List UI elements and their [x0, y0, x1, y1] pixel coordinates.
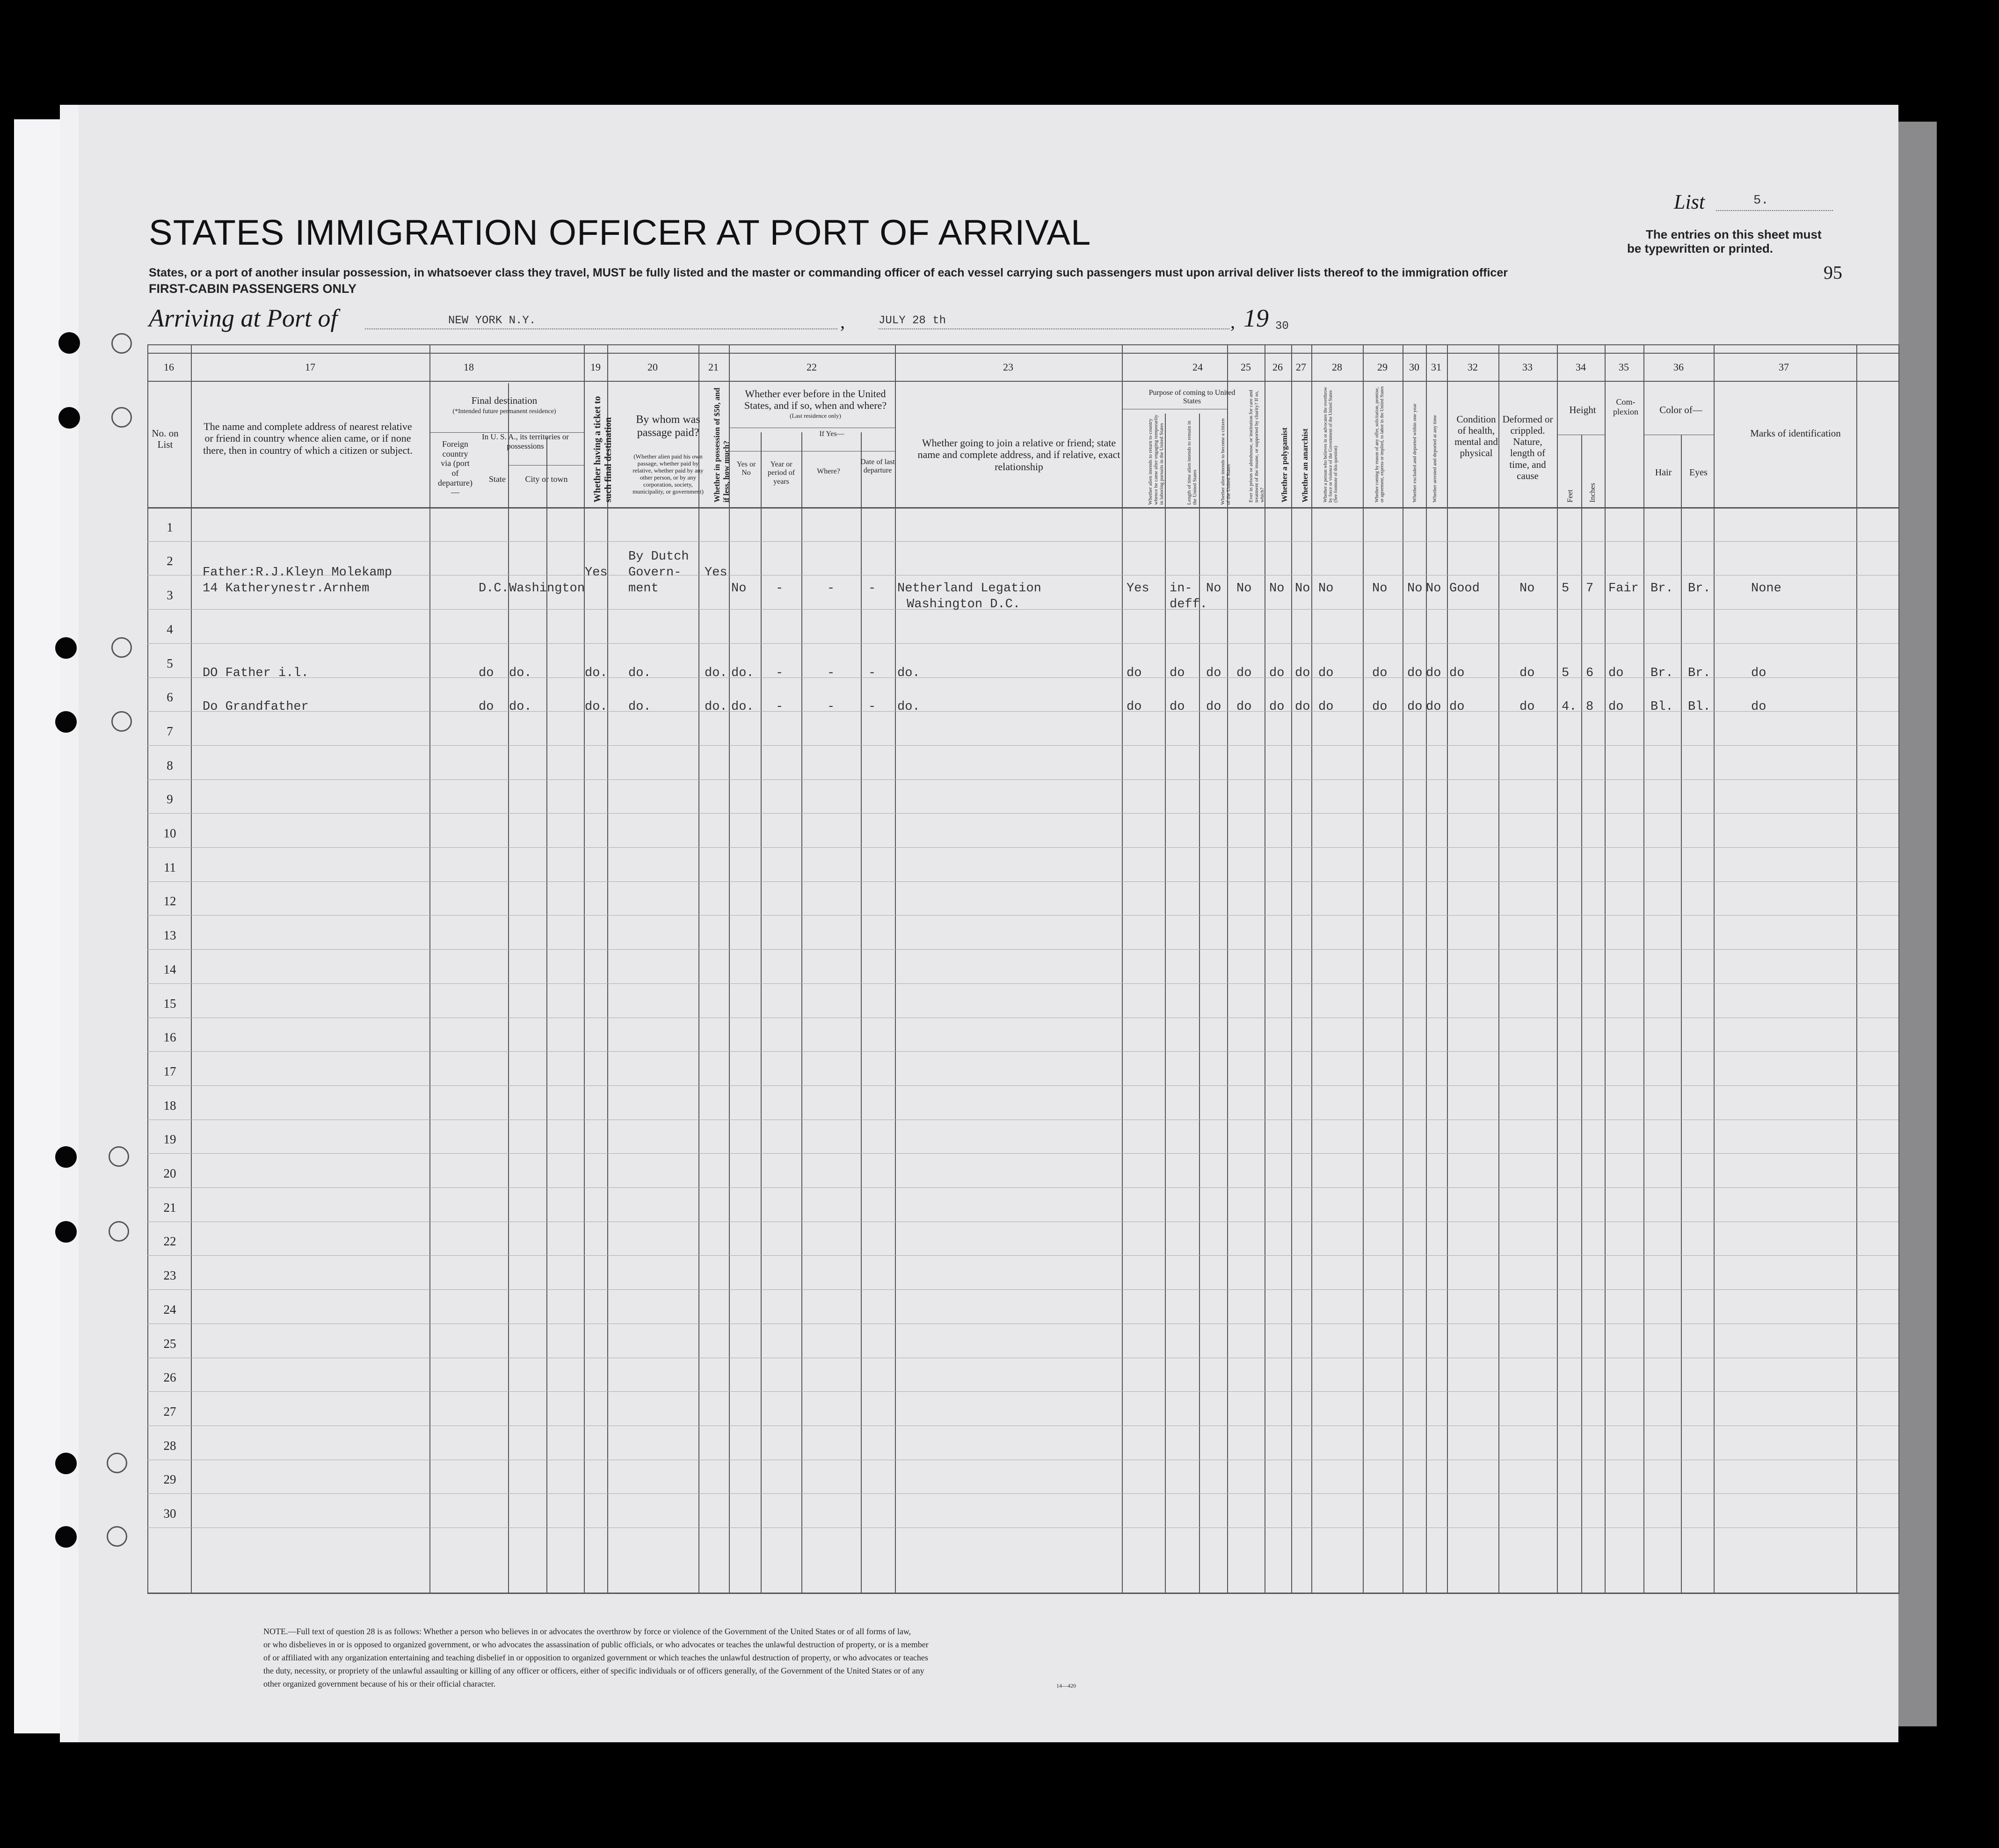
column-number: 16	[164, 361, 174, 373]
entry-eyes: Br.	[1688, 666, 1711, 680]
header-color-of: Color of—	[1659, 404, 1702, 415]
column-number: 35	[1619, 361, 1629, 373]
form-title: STATES IMMIGRATION OFFICER AT PORT OF ARRIVAL	[149, 213, 1091, 253]
entry-q30: No	[1407, 582, 1423, 596]
entry-hair: Bl.	[1650, 700, 1673, 714]
entry-deformed: No	[1519, 582, 1535, 596]
entry-marks: None	[1751, 582, 1781, 596]
entry-ticket: do.	[585, 666, 608, 680]
manifest-sheet: STATES IMMIGRATION OFFICER AT PORT OF ARRIVAL States, or a port of another insular possession, in whatsoever class they travel, MUST be fully listed and the master or commanding officer of each vessel carrying such passengers must upon arrival deliver lists thereof to the immigration officer FIRST-CABIN PASSENGERS ONLY List 5. The entries on this sheet must be typewritten or printed. 95 Arriving at Port of NEW YORK N.Y. , JULY 28 th , 19 30 16 17 18 19 20 21 22 23 24 25 26 27 28 29 30 31 32 33 34 35 36 37 No. on List The name and complete address of nearest relative or friend in country whence alien came, or if none there, then in country of which a citizen or subject. Final destination (*Intended future permanent residence) Foreign country via (port of departure)— In U. S. A., its territories or possessions State City or town Whether having a ticket to such final destination By whom was passage paid? (Whether alien paid his own passage, whether paid by relative, whether paid by any other person, or by any corporation, society, municipality, or government) Whether in possession of $50, and if less, how much? Whether ever before in the United States, and if so, when and where? (Last residence only) If Yes— Yes or No Year or period of years Where? Date of last departure Whether going to join a relative or friend; state name and complete address, and if relative, exact relationship Purpose of coming to United States Whether alien intends to return to country whence he came after engaging temporarily in laboring pursuits in the United States Length of time alien intends to remain in the United States Whether alien intends to become a citizen of the United States Ever in prison or almshouse, or institution for care and treatment of the insane, or supported by charity? If so, which? Whether a polygamist Whether an anarchist Whether a person who believes in or advocates the overthrow by force or violence of the Government of the United States (See footnote of this question) Whether coming by reason of any offer, solicitation, promise, or agreement, express or implied, to labor in the United States Whether excluded and deported within one year Whether arrested and deported at any time Condition of health, mental and physical Deformed or crippled. Nature, length of time, and cause Height Feet Inches Com-plexion Color of— Hair Eyes Marks of identification 1 2 3 4 5 6 7 8 9 10 11 12 13 14 15 16 17 18 19 20 21 22 23 24 25 26 27 28 29 30 Father:R.J.Kleyn Molekamp 14 Katherynestr.Arnhem D.C. Washington Yes By Dutch Govern- ment Yes No - - - Netherland Legation Washington D.C. Yes in- deff. No No No No No No No No Good No 5 7 Fair Br. Br. None DO Father i.l. do do. do. do. do. do. - - - do. do do do do do do do do do do do do 5 6 do Br. Br. do Do Grandfather do do. do. do. do. do. - - - do. do do do do do do do do do do do do 4. 8 do Bl. Bl. do NOTE.—Full text of question 28 is as follows: Whether a person who believes in or advocates the overthrow by force or violence of the Government of the United States or of all forms of law, or who disbelieves in or is opposed to organized government, or who advocates the assassination of public officials, or who advocates or teaches the unlawful destruction of property, or is a member of or affiliated with any organization entertaining and teaching disbelief in or opposition to organized government or which teaches the unlawful destruction of property, or who advocates or teaches the duty, necessity, or propriety of the unlawful assaulting or killing of any officer or officers, either of specific individuals or of officers generally, of the Government of the United States or of any other organized government because of his or their official character. 14—420	[60, 105, 1898, 1742]
row-number: 21	[163, 1200, 176, 1215]
form-code: 14—420	[1056, 1682, 1076, 1689]
header-anarchist: Whether an anarchist	[1301, 428, 1309, 502]
row-number: 9	[167, 792, 173, 807]
list-label: List	[1674, 190, 1705, 213]
column-number: 17	[305, 361, 315, 373]
header-purpose-return: Whether alien intends to return to country whence he came after engaging temporarily in laboring pursuits in the United States	[1148, 415, 1164, 505]
entry-feet: 5	[1562, 666, 1570, 680]
column-number: 28	[1332, 361, 1342, 373]
form-subtitle: States, or a port of another insular possession, in whatsoever class they travel, MUST be fully listed and the master or commanding officer of each vessel carrying such passengers must upon arrival deliver lists thereof to the immigration officer	[149, 266, 1508, 279]
binder-hole-ring	[109, 1221, 129, 1242]
entry-rel: Do Grandfather	[203, 700, 309, 714]
entry-health: do	[1449, 700, 1465, 714]
row-number: 1	[167, 520, 173, 534]
row-number: 7	[167, 724, 173, 738]
entry-inches: 8	[1586, 700, 1594, 714]
header-feet: Feet	[1566, 489, 1574, 502]
header-last-residence: (Last residence only)	[790, 412, 841, 419]
header-final-destination: Final destination	[471, 395, 538, 406]
year-prefix: 19	[1243, 304, 1269, 332]
binder-hole-ring	[111, 637, 132, 658]
entry-paid: do.	[628, 666, 651, 680]
footnote-line-5: other organized government because of his or their official character.	[263, 1679, 496, 1688]
entry-q28: No	[1318, 582, 1334, 596]
entry-q29: do	[1372, 700, 1388, 714]
entry-citizen: No	[1206, 582, 1221, 596]
binder-hole-ring	[111, 333, 132, 354]
entry-rel: DO Father i.l.	[203, 666, 309, 680]
entry-purpose: Yes	[1127, 582, 1149, 596]
column-number: 24	[1192, 361, 1203, 373]
header-health: Condition of health, mental and physical	[1454, 414, 1498, 459]
binder-hole	[55, 1146, 77, 1168]
row-number: 10	[163, 826, 176, 840]
header-final-destination-note: (*Intended future permanent residence)	[452, 408, 556, 415]
entry-q29: No	[1372, 582, 1388, 596]
header-city: City or town	[525, 474, 568, 484]
entry-years: -	[776, 582, 784, 596]
column-number: 22	[807, 361, 817, 373]
entry-p50: do.	[705, 700, 727, 714]
entry-p50: do.	[705, 666, 727, 680]
entry-city: do.	[509, 700, 532, 714]
entry-health: do	[1449, 666, 1465, 680]
binder-hole-ring	[111, 711, 132, 732]
entry-years: -	[776, 700, 784, 714]
column-number: 25	[1241, 361, 1251, 373]
header-fifty-dollars: Whether in possession of $50, and if less, how much?	[712, 387, 731, 502]
row-number: 17	[163, 1064, 176, 1078]
binder-hole	[55, 637, 77, 659]
entry-complexion: do	[1608, 666, 1624, 680]
binder-hole-ring	[111, 407, 132, 428]
row-number: 27	[163, 1404, 176, 1419]
header-citizen: Whether alien intends to become a citizen of the United States	[1220, 418, 1231, 505]
entry-ticket: do.	[585, 700, 608, 714]
entry-dep: -	[868, 582, 876, 596]
row-number: 25	[163, 1336, 176, 1351]
row-number: 18	[163, 1098, 176, 1113]
entry-where: -	[827, 700, 835, 714]
entry-ticket: Yes	[585, 566, 608, 580]
column-number: 36	[1673, 361, 1684, 373]
header-yes-or-no: Yes or No	[736, 460, 756, 477]
entry-city: do.	[509, 666, 532, 680]
entry-state: do	[479, 666, 494, 680]
entry-join2: Washington D.C.	[907, 597, 1021, 611]
header-state: State	[489, 474, 506, 484]
entry-q31: do	[1426, 700, 1441, 714]
row-number: 16	[163, 1030, 176, 1045]
entry-prison: do	[1236, 700, 1252, 714]
binder-hole-ring	[107, 1526, 127, 1547]
header-ever-before: Whether ever before in the United States, and if so, when and where?	[744, 388, 887, 412]
entry-citizen: do	[1206, 700, 1221, 714]
entry-dep: -	[868, 666, 876, 680]
first-cabin-label: FIRST-CABIN PASSENGERS ONLY	[149, 282, 357, 296]
entry-marks: do	[1751, 700, 1766, 714]
entry-health: Good	[1449, 582, 1480, 596]
header-arrested-deported: Whether arrested and deported at any time	[1432, 415, 1438, 502]
entry-length: do	[1170, 700, 1185, 714]
entry-poly: No	[1269, 582, 1285, 596]
footnote-line-1: NOTE.—Full text of question 28 is as follows: Whether a person who believes in or advocates the overthrow by force or violence of the Government of the United States or of all forms of law,	[263, 1627, 911, 1636]
header-hair: Hair	[1655, 467, 1672, 478]
header-prison: Ever in prison or almshouse, or institution for care and treatment of the insane, or supported by charity? If so, which?	[1248, 390, 1265, 502]
binder-hole-ring	[107, 1453, 127, 1473]
entry-before: do.	[731, 700, 754, 714]
row-number: 15	[163, 996, 176, 1011]
list-value: 5.	[1753, 194, 1769, 208]
header-where: Where?	[817, 467, 840, 475]
header-join-relative: Whether going to join a relative or friend; state name and complete address, and if relative, exact relationship	[917, 437, 1120, 473]
binder-hole	[58, 332, 80, 354]
footnote-line-2: or who disbelieves in or is opposed to organized government, or who advocates the assassination of public officials, or who advocates or teaches the unlawful destruction of property, or is a member	[263, 1640, 929, 1649]
column-number: 19	[590, 361, 601, 373]
entry-rel2: 14 Katherynestr.Arnhem	[203, 582, 370, 596]
row-number: 12	[163, 894, 176, 909]
binder-hole	[55, 1453, 77, 1474]
header-inches: Inches	[1589, 483, 1597, 502]
header-polygamist: Whether a polygamist	[1280, 427, 1289, 502]
header-in-usa: In U. S. A., its territories or possessions	[481, 432, 569, 451]
entry-p50: Yes	[705, 566, 727, 580]
entry-marks: do	[1751, 666, 1766, 680]
entry-hair: Br.	[1650, 666, 1673, 680]
arriving-label: Arriving at Port of	[149, 304, 338, 332]
date-value: JULY 28 th	[879, 314, 946, 327]
header-no-on-list: No. on List	[152, 428, 179, 451]
column-number: 30	[1409, 361, 1419, 373]
entry-length: do	[1170, 666, 1185, 680]
header-question-28: Whether a person who believes in or advocates the overthrow by force or violence of the Government of the United States (See footnote of this question)	[1323, 387, 1338, 502]
header-passage-paid-note: (Whether alien paid his own passage, whether paid by relative, whether paid by any other person, or by any corporation, society, municipality, or government)	[632, 453, 704, 495]
manifest-table	[79, 105, 1898, 1742]
entry-poly: do	[1269, 666, 1285, 680]
entries-note-2: be typewritten or printed.	[1627, 241, 1774, 255]
column-number: 21	[708, 361, 719, 373]
entry-dep: -	[868, 700, 876, 714]
header-date-last-departure: Date of last departure	[860, 458, 895, 475]
entry-q29: do	[1372, 666, 1388, 680]
header-question-29: Whether coming by reason of any offer, solicitation, promise, or agreement, express or implied, to labor in the United States	[1374, 386, 1385, 502]
entry-city: Washington	[509, 582, 585, 596]
entry-join: do.	[897, 666, 920, 680]
header-relative-address: The name and complete address of nearest relative or friend in country whence alien came, or if none there, then in country of which a citizen or subject.	[203, 421, 413, 456]
entry-inches: 7	[1586, 582, 1594, 596]
row-number: 14	[163, 962, 176, 976]
row-number: 13	[163, 928, 176, 943]
entry-complexion: Fair	[1608, 582, 1639, 596]
column-number: 34	[1576, 361, 1586, 373]
row-number: 5	[167, 656, 173, 670]
entry-complexion: do	[1608, 700, 1624, 714]
binder-hole-ring	[109, 1146, 129, 1167]
header-height: Height	[1569, 404, 1596, 415]
entry-purpose: do	[1127, 700, 1142, 714]
row-number: 20	[163, 1166, 176, 1180]
entry-paid3: ment	[628, 582, 659, 596]
entry-where: -	[827, 666, 835, 680]
column-number: 37	[1779, 361, 1789, 373]
binder-hole	[55, 1221, 77, 1243]
column-number: 26	[1272, 361, 1283, 373]
entry-q28: do	[1318, 700, 1334, 714]
row-number: 24	[163, 1302, 176, 1317]
row-number: 22	[163, 1234, 176, 1249]
header-eyes: Eyes	[1689, 467, 1708, 478]
page-number: 95	[1824, 262, 1842, 283]
row-number: 11	[164, 860, 176, 874]
column-number: 33	[1522, 361, 1533, 373]
entry-q28: do	[1318, 666, 1334, 680]
column-number: 31	[1431, 361, 1441, 373]
header-excluded-deported: Whether excluded and deported within one year	[1412, 403, 1417, 502]
entry-paid2: Govern-	[628, 566, 682, 580]
entry-length2: deff.	[1170, 597, 1208, 611]
entry-state: D.C.	[479, 582, 509, 596]
row-number: 6	[167, 690, 173, 705]
header-purpose: Purpose of coming to United States	[1149, 389, 1236, 406]
footnote-line-4: the duty, necessity, or propriety of the unlawful assaulting or killing of any officer or officers, either of specific individuals or of officers generally, of the Government of the United States or of any	[263, 1666, 924, 1675]
entry-feet: 4.	[1562, 700, 1577, 714]
entries-note-1: The entries on this sheet must	[1646, 227, 1822, 241]
entry-eyes: Bl.	[1688, 700, 1711, 714]
entry-q31: do	[1426, 666, 1441, 680]
binder-hole	[55, 1526, 77, 1548]
header-foreign-country: Foreign country via (port of departure)—	[438, 439, 472, 497]
entry-join: do.	[897, 700, 920, 714]
column-number: 20	[647, 361, 658, 373]
header-length-of-time: Length of time alien intends to remain in the United States	[1186, 421, 1198, 505]
row-number: 2	[167, 554, 173, 568]
header-passage-paid: By whom was passage paid?	[636, 414, 700, 439]
header-deformed: Deformed or crippled. Nature, length of time, and cause	[1502, 414, 1553, 481]
port-value: NEW YORK N.Y.	[448, 314, 536, 327]
header-ticket: Whether having a ticket to such final destination	[592, 396, 613, 502]
entry-before: do.	[731, 666, 754, 680]
row-number: 4	[167, 622, 173, 636]
entry-rel: Father:R.J.Kleyn Molekamp	[203, 566, 393, 580]
binder-hole	[55, 711, 77, 733]
row-number: 30	[163, 1506, 176, 1521]
column-number: 23	[1003, 361, 1013, 373]
entry-anar: do	[1295, 666, 1310, 680]
header-marks: Marks of identification	[1750, 428, 1841, 439]
row-number: 23	[163, 1268, 176, 1283]
entry-join: Netherland Legation	[897, 582, 1041, 596]
header-complexion: Com-plexion	[1613, 397, 1638, 416]
entry-inches: 6	[1586, 666, 1594, 680]
entry-where: -	[827, 582, 835, 596]
row-number: 26	[163, 1370, 176, 1385]
year-suffix: 30	[1275, 320, 1289, 333]
entry-deformed: do	[1519, 666, 1535, 680]
entry-purpose: do	[1127, 666, 1142, 680]
row-number: 28	[163, 1438, 176, 1453]
entry-q31: No	[1426, 582, 1441, 596]
entry-paid: By Dutch	[628, 550, 689, 564]
entry-q30: do	[1407, 700, 1423, 714]
footnote-line-3: of or affiliated with any organization entertaining and teaching disbelief in or opposition to organized government or which teaches the unlawful destruction of property, or who advocates or teaches	[263, 1653, 928, 1662]
column-number: 18	[464, 361, 474, 373]
column-number: 32	[1468, 361, 1478, 373]
row-number: 8	[167, 758, 173, 772]
entry-anar: do	[1295, 700, 1310, 714]
entry-prison: No	[1236, 582, 1252, 596]
entry-years: -	[776, 666, 784, 680]
header-if-yes: If Yes—	[819, 430, 844, 438]
entry-deformed: do	[1519, 700, 1535, 714]
entry-hair: Br.	[1650, 582, 1673, 596]
row-number: 19	[163, 1132, 176, 1147]
entry-before: No	[731, 582, 747, 596]
binder-hole	[58, 407, 80, 429]
entry-citizen: do	[1206, 666, 1221, 680]
column-number: 29	[1377, 361, 1388, 373]
entry-q30: do	[1407, 666, 1423, 680]
entry-poly: do	[1269, 700, 1285, 714]
row-number: 3	[167, 588, 173, 603]
header-year-period: Year or period of years	[767, 460, 795, 486]
entry-paid: do.	[628, 700, 651, 714]
entry-length: in-	[1170, 582, 1192, 596]
entry-feet: 5	[1562, 582, 1570, 596]
entry-state: do	[479, 700, 494, 714]
entry-eyes: Br.	[1688, 582, 1711, 596]
column-number: 27	[1296, 361, 1306, 373]
entry-prison: do	[1236, 666, 1252, 680]
row-number: 29	[163, 1472, 176, 1487]
entry-anar: No	[1295, 582, 1310, 596]
